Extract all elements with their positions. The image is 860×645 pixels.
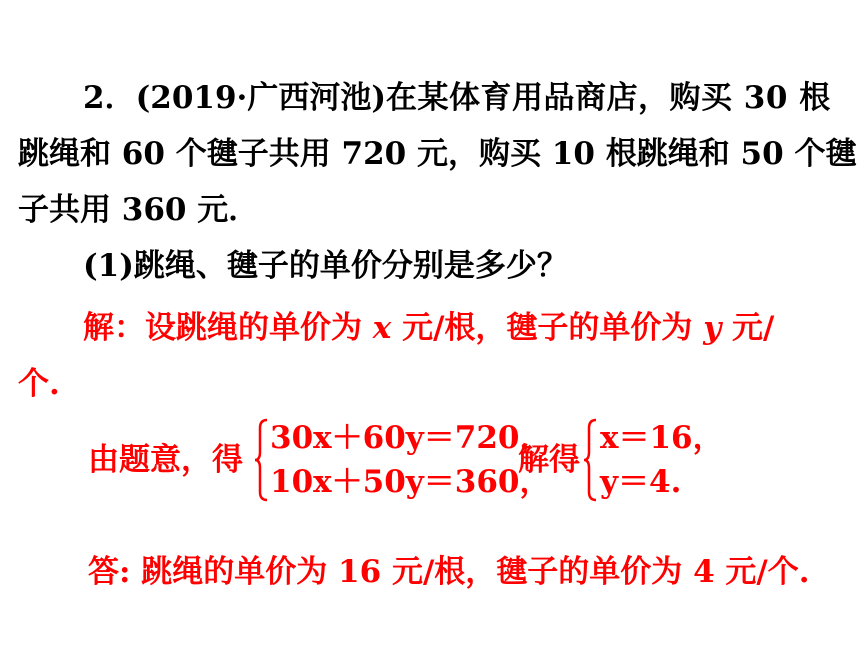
variable-y: y [703, 310, 722, 346]
equation-1: 30x＋60y＝720， [270, 420, 551, 456]
solution-intro-tail: 个. [18, 366, 60, 402]
problem-line-1-text: 在某体育用品商店，购买 30 根 [386, 80, 831, 116]
setup-label: 由题意，得 [88, 442, 243, 478]
solution-x: x＝16， [600, 420, 724, 456]
variable-x: x [372, 310, 392, 346]
problem-source: (2019·广西河池) [135, 80, 386, 116]
solution-intro-part-b: 元/根，毽子的单价为 [391, 310, 704, 346]
problem-line-3: 子共用 360 元． [18, 192, 260, 228]
problem-number: 2． [83, 80, 136, 116]
question-1: (1)跳绳、毽子的单价分别是多少？ [83, 248, 568, 284]
solution-intro-part-a: 解：设跳绳的单价为 [83, 310, 373, 346]
right-system-brace-icon [583, 418, 597, 502]
solve-label: 解得 [518, 442, 580, 478]
problem-line-1 [83, 78, 843, 118]
problem-line-2: 跳绳和 60 个毽子共用 720 元，购买 10 根跳绳和 50 个毽 [18, 136, 857, 172]
solution-intro [83, 308, 774, 348]
answer-line: 答: 跳绳的单价为 16 元/根，毽子的单价为 4 元/个. [88, 554, 810, 590]
left-brace-icon [254, 418, 268, 502]
solution-intro-part-c: 元/ [721, 310, 775, 346]
solution-y: y＝4. [600, 464, 682, 500]
equation-2: 10x＋50y＝360， [270, 464, 551, 500]
